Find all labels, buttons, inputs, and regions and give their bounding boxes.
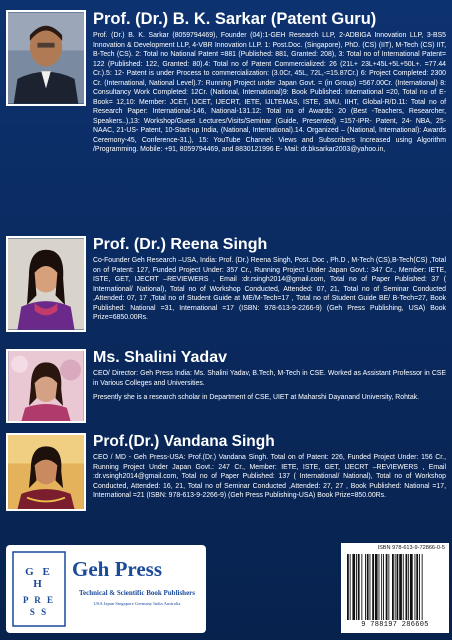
barcode-bar [399,554,402,620]
svg-text:H: H [33,578,45,590]
barcode-bar [422,554,423,620]
barcode-bar [395,554,396,620]
publisher-name: Geh Press [72,557,163,581]
svg-text:S S: S S [29,607,49,617]
author-bio: Co-Founder Geh Research –USA, India: Prof. (Dr.) Reena Singh, Post. Doc , Ph.D , M-Tech (CS),B-Tech(CS) ,Total on of Patent: 127, Funded Project Under: 357 Cr., Running Project Under Japan Govt.: 347 Cr., Member: IETE, ISTE, GET, IJECRT –REVIEWERS , Email :dr.rsingh2014@gmail.com, Total no of Paper Published: 37 ( International/ National), Total no of Workshop Conducted, Attended: 07, 21, Total no of Seminar Conducted ,Attended: 07, 17 ,Total no of Student Guide at ME/M-Tech=17 , Total no of Student Guide BE/ B-Tech=27, Book Published: National =31, International =17 (ISBN: 978-613-9-2266-9) (Geh Press Publishing, USA) Book Prize=6850.00Rs. [93,257,446,322]
barcode-bar [356,554,357,620]
barcode-bar [375,554,378,620]
barcode-bar [381,554,382,620]
barcode-bar [397,554,399,620]
barcode-bar [361,554,362,620]
barcode-bar [365,554,366,620]
barcode-bar [367,554,369,620]
publisher-countries: USA Japan Singapore Germany India Australia [93,601,181,606]
author-name: Prof. (Dr.) Reena Singh [93,236,268,253]
barcode-bar [415,554,416,620]
isbn-text-bottom: 9 788197 286605 [361,621,429,629]
barcode-bar [383,554,384,620]
publisher-tagline: Technical & Scientific Book Publishers [78,589,196,597]
barcode-bar [370,554,371,620]
barcode-bar [406,554,408,620]
barcode-bar [416,554,418,620]
barcode-bars-icon [347,554,445,620]
author-name: Ms. Shalini Yadav [93,349,227,366]
barcode-bar [386,554,388,620]
author-bio: CEO / MD - Geh Press-USA: Prof.(Dr.) Vandana Singh. Total on of Patent: 226, Funded Project Under: 156 Cr., Running Project Under Japan Govt.: 247 Cr., Member: IETE, ISTE, GET, IJECRT –REVIEWERS , Email :dr.vsingh2014@gmail.com, Total no of Paper Published: 137 ( International/ National), Total no of Workshop Conducted, Attended: 16, 21, Total no of Seminar Conducted ,Attended: 27, 27 , Book Published: National =17, International =21 (ISBN: 978-613-9-2266-9) (Geh Press Publishing-USA) Book Prize=850.00Rs. [93,454,446,500]
author-bio-line: Presently she is a research scholar in Department of CSE, UIET at Maharshi Dayanand University, Rohtak. [93,394,420,402]
author-block-vandana [93,433,446,501]
author-bio-line: CEO/ Director: Geh Press India: Ms. Shalini Yadav, B.Tech, M-Tech in CSE. Worked as Assistant Professor in CSE in Various Colleges and Universities. [93,370,446,387]
portrait-vandana-image [8,435,84,509]
author-name: Prof.(Dr.) Vandana Singh [93,433,275,450]
barcode-bar [419,554,420,620]
barcode-bar [392,554,394,620]
publisher-logo-box [6,545,206,633]
author-photo-vandana [6,433,86,511]
svg-text:P R E: P R E [22,595,56,605]
author-name: Prof. (Dr.) B. K. Sarkar (Patent Guru) [93,10,377,28]
barcode-bar [410,554,413,620]
portrait-shalini-image [8,351,84,421]
author-block-shalini [93,349,446,408]
barcode-bar [352,554,355,620]
author-bio [93,369,446,403]
barcode-bar [388,554,389,620]
portrait-sarkar-image [8,12,84,104]
geh-press-logo-icon [12,551,66,627]
barcode-bar [358,554,360,620]
barcode-bar [372,554,374,620]
author-photo-sarkar [6,10,86,106]
barcode-bar [379,554,380,620]
barcode-bar [350,554,351,620]
barcode-bar [347,554,349,620]
author-block-sarkar [93,10,446,155]
author-bio: Prof. (Dr.) B. K. Sarkar (8059794469), Founder (04):1-GEH Research LLP, 2-ADBIGA Innovation LLP, 3-BS5 Innovation & Development LLP, 4-VBR Innovation LLP. 1: Post.Doc. (Singapore), PhD. (CS) (IIT), M-Tech (CS) IIT, B-Tech (CS). 2: Total no National Patent =881 (Published: 881, Granted: 208), 3: Total no of International Patent= 122 (Published: 122, Granted: 80).4: Total no of Patent Commercialized: 26 (21L+ 23L+45L+5L+50L+. =77.44 Cr.).5: 12- Patent is under Process to commercialization: (3.0Cr, 45L, 72L,-=15.87Cr.) 6: Project Completed: 2300 Cr. (International, National Level).7: Running Project under Japan Govt. = (in Group) =567.00Cr. (International) 8: Consultancy Work Completed: 12Cr. (National, International)9: Book Published: International =20, Total no of E-Book= 12,10: Member: JCET, IJCET, IJECRT, IETE, IJLTEMAS, ISTE, SMU, IIHT, Global-R/D.11: Total no of Research Paper: International-146, National-131.12: Total no of Awards: 20 (Best -Teachers, Researcher, Speakers..),13: Workshop/Guest Lectures/Visits/Seminar (Guide, Presented) =157-IPR- Patent, 24- NBA, 25- NAAC, 21-US- Patent, 10-Start-up India, (National, International).14. Organized – (National, International): Awards Ceremony-45, Conference-31,), 15: YouTube Channel: Views and Subscribers Increased using Algorithm /Programming. Mobile: +91, 8059794469, and 8830121996 E- Mail: dr.bksarkar2003@yahoo.in, [93,32,446,154]
portrait-reena-image [8,238,84,330]
barcode-bar [408,554,409,620]
author-photo-shalini [6,349,86,423]
author-block-reena [93,236,446,323]
barcode-bar [403,554,404,620]
isbn-text-top: ISBN 978-613-9-72866-0-5 [377,545,445,551]
svg-text:G E: G E [25,566,53,578]
isbn-barcode [341,543,449,633]
author-photo-reena [6,236,86,332]
